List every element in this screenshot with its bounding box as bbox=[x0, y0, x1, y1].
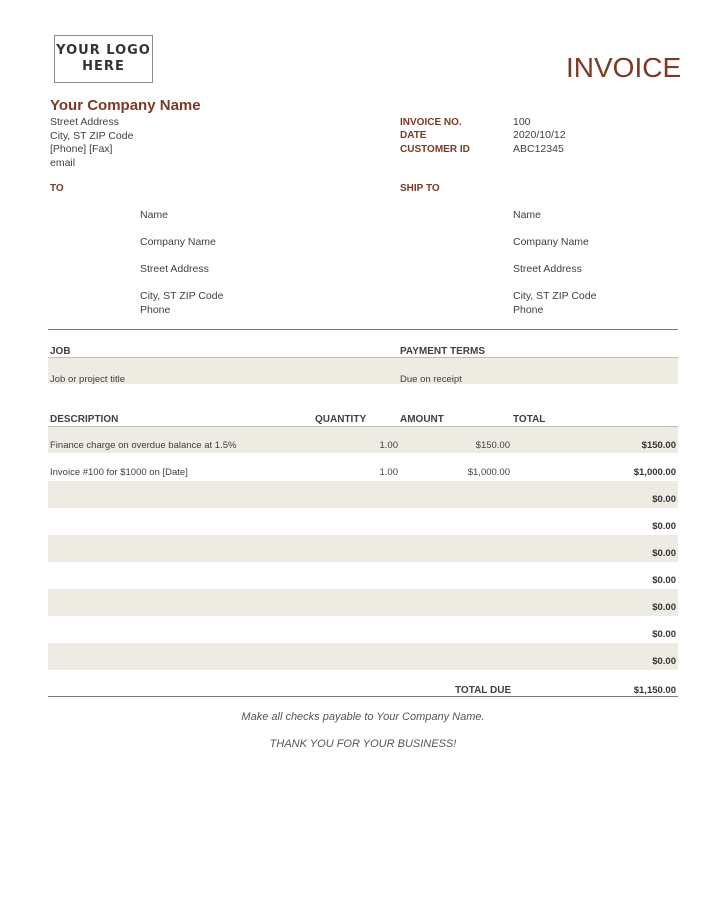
date-value: 2020/10/12 bbox=[513, 129, 566, 141]
ship-to-city: City, ST ZIP Code bbox=[513, 290, 597, 302]
row-total: $1,000.00 bbox=[633, 467, 676, 478]
invoice-no-label: INVOICE NO. bbox=[400, 117, 462, 128]
table-row bbox=[48, 432, 678, 459]
row-description: Finance charge on overdue balance at 1.5% bbox=[50, 440, 237, 451]
row-quantity: 1.00 bbox=[379, 440, 398, 451]
bill-to-label: TO bbox=[50, 183, 64, 194]
table-row bbox=[48, 513, 678, 540]
checks-payable-note: Make all checks payable to Your Company Name. bbox=[241, 711, 485, 723]
table-row bbox=[48, 621, 678, 648]
row-amount: $1,000.00 bbox=[467, 467, 510, 478]
ship-to-street: Street Address bbox=[513, 263, 582, 275]
description-header: DESCRIPTION bbox=[50, 414, 119, 425]
logo-line-2: HERE bbox=[82, 59, 125, 74]
total-header: TOTAL bbox=[513, 414, 546, 425]
table-row bbox=[48, 594, 678, 621]
table-row bbox=[48, 486, 678, 513]
company-phone-fax: [Phone] [Fax] bbox=[50, 143, 113, 155]
ship-to-phone: Phone bbox=[513, 304, 544, 316]
customer-id-value: ABC12345 bbox=[513, 143, 564, 155]
divider bbox=[48, 329, 678, 330]
ship-to-name: Name bbox=[513, 209, 542, 221]
logo-line-1: YOUR LOGO bbox=[56, 43, 151, 58]
bill-to-company: Company Name bbox=[140, 236, 216, 248]
table-row bbox=[48, 648, 678, 675]
row-total: $0.00 bbox=[652, 656, 676, 667]
table-row bbox=[48, 459, 678, 486]
invoice-no-value: 100 bbox=[513, 116, 531, 128]
payment-terms-value: Due on receipt bbox=[400, 374, 462, 385]
total-due-label: TOTAL DUE bbox=[455, 685, 512, 696]
amount-header: AMOUNT bbox=[400, 414, 444, 425]
date-label: DATE bbox=[400, 130, 427, 141]
row-total: $150.00 bbox=[641, 440, 676, 451]
ship-to-company: Company Name bbox=[513, 236, 589, 248]
table-row bbox=[48, 567, 678, 594]
bill-to-street: Street Address bbox=[140, 263, 209, 275]
job-value: Job or project title bbox=[50, 374, 125, 385]
bill-to-city: City, ST ZIP Code bbox=[140, 290, 224, 302]
row-total: $0.00 bbox=[652, 629, 676, 640]
row-amount: $150.00 bbox=[475, 440, 510, 451]
quantity-header: QUANTITY bbox=[315, 414, 367, 425]
row-total: $0.00 bbox=[652, 575, 676, 586]
ship-to-label: SHIP TO bbox=[400, 183, 440, 194]
company-name: Your Company Name bbox=[50, 97, 201, 114]
invoice-title: INVOICE bbox=[566, 52, 682, 83]
row-description: Invoice #100 for $1000 on [Date] bbox=[50, 467, 188, 478]
company-email: email bbox=[50, 156, 76, 169]
bill-to-name: Name bbox=[140, 209, 169, 221]
row-quantity: 1.00 bbox=[379, 467, 398, 478]
company-city: City, ST ZIP Code bbox=[50, 129, 134, 142]
thank-you-note: THANK YOU FOR YOUR BUSINESS! bbox=[269, 738, 457, 750]
divider bbox=[48, 696, 678, 697]
row-total: $0.00 bbox=[652, 521, 676, 532]
bill-to-phone: Phone bbox=[140, 304, 171, 316]
payment-terms-label: PAYMENT TERMS bbox=[400, 346, 486, 357]
row-total: $0.00 bbox=[652, 548, 676, 559]
job-row-background bbox=[48, 358, 678, 384]
job-label: JOB bbox=[50, 346, 71, 357]
company-address-block bbox=[50, 116, 133, 170]
total-due-value: $1,150.00 bbox=[633, 685, 676, 696]
company-street: Street Address bbox=[50, 116, 119, 128]
company-logo-placeholder bbox=[54, 35, 153, 83]
row-total: $0.00 bbox=[652, 494, 676, 505]
customer-id-label: CUSTOMER ID bbox=[400, 144, 470, 155]
table-row bbox=[48, 540, 678, 567]
row-total: $0.00 bbox=[652, 602, 676, 613]
